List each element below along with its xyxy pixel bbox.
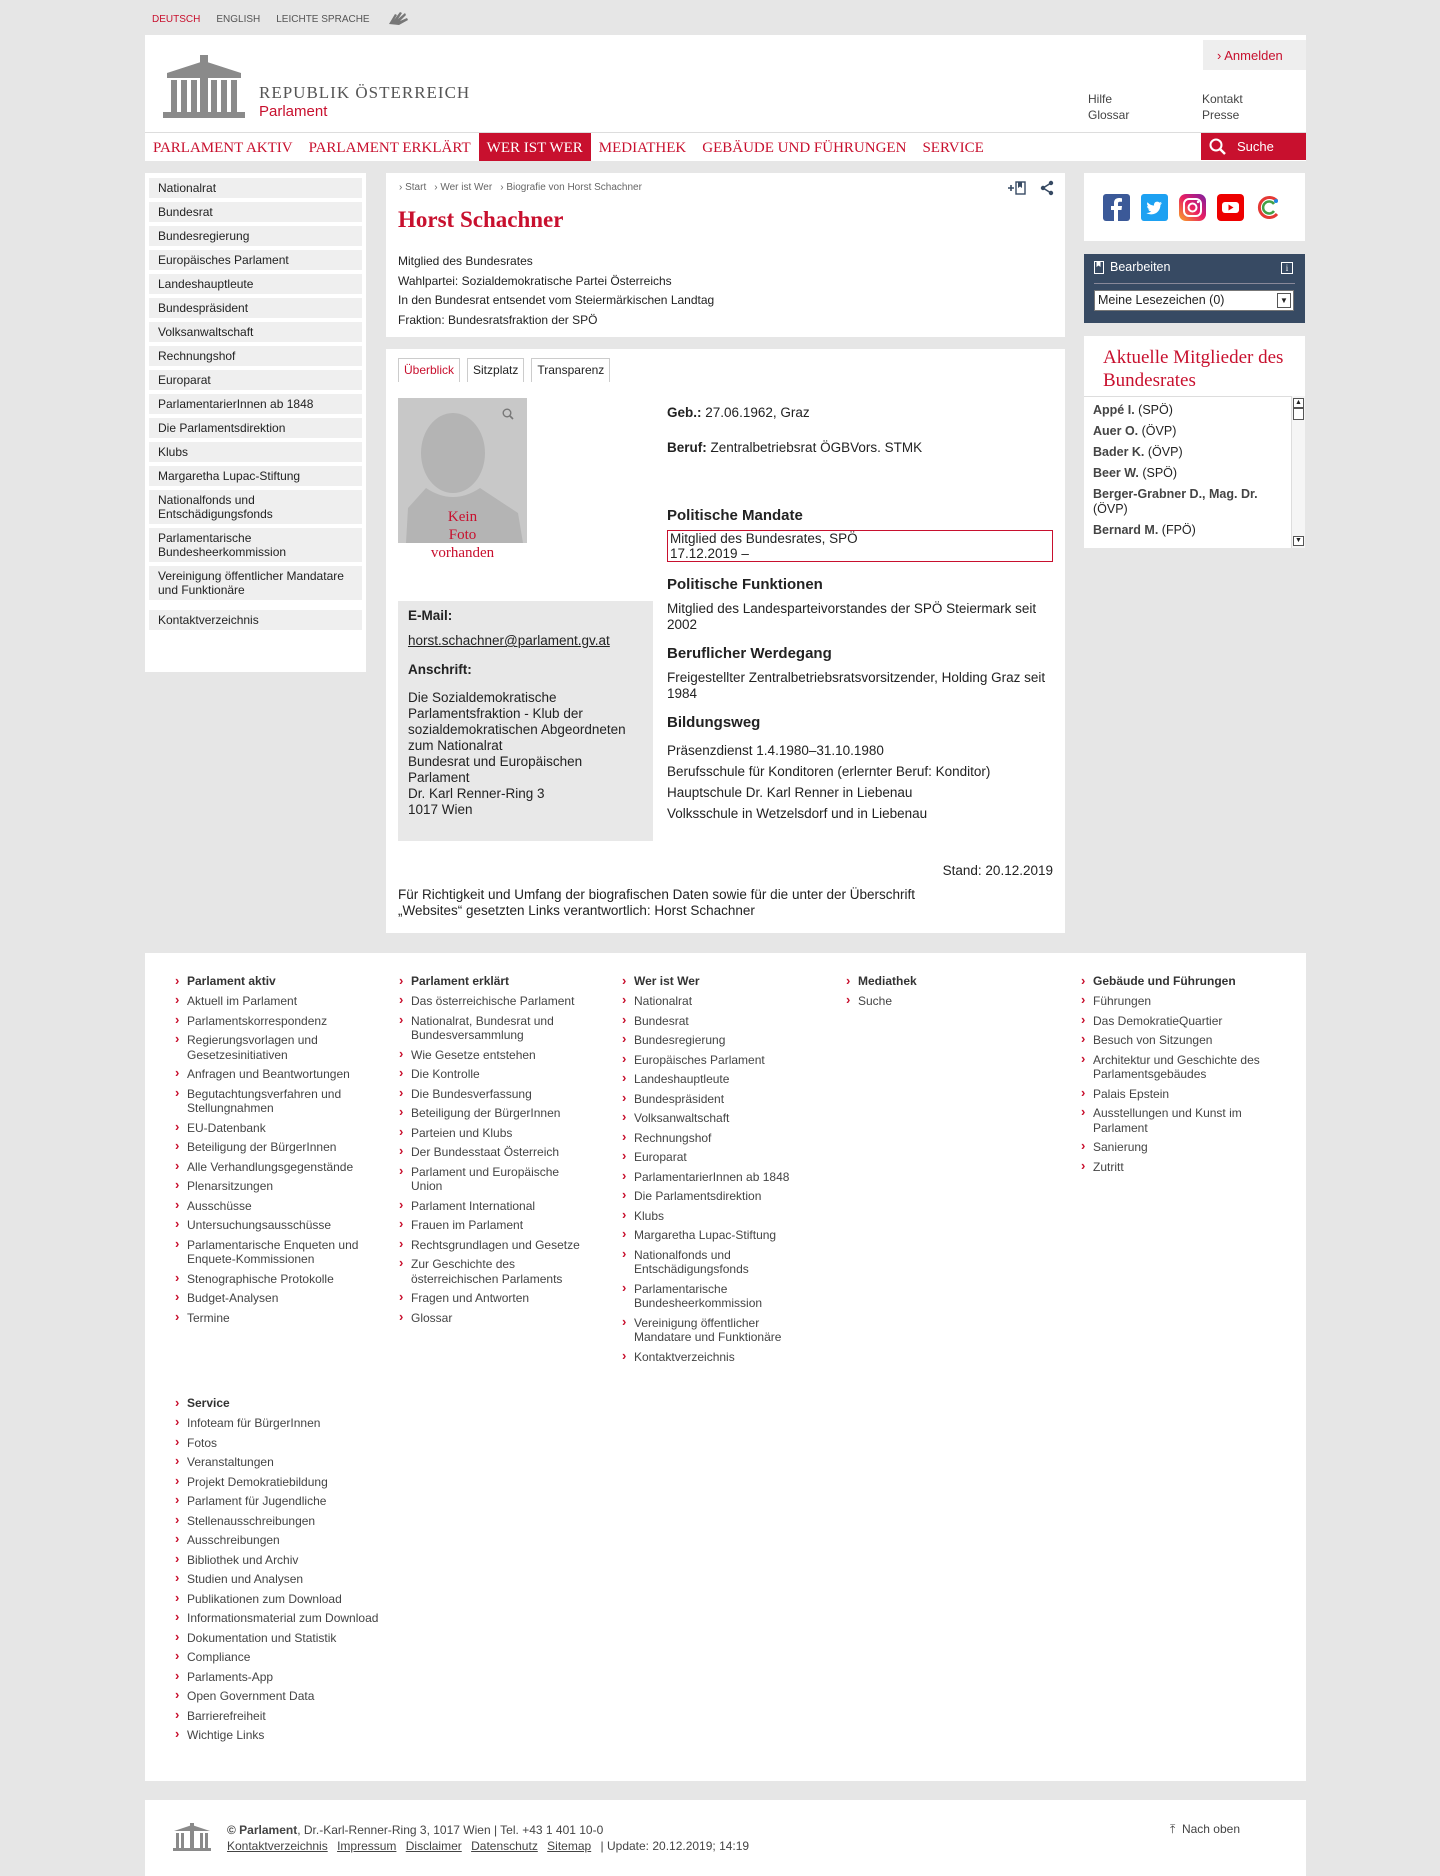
footer-link[interactable]: › Landeshauptleute <box>622 1072 812 1087</box>
glossary-link[interactable]: Glossar <box>1088 108 1130 122</box>
footer-heading[interactable]: › Wer ist Wer <box>622 974 812 988</box>
birth-info: Geb.: 27.06.1962, Graz <box>667 405 810 420</box>
parliament-logo-small-icon <box>171 1822 213 1852</box>
twitter-icon[interactable] <box>1141 194 1168 221</box>
footer-link[interactable]: › Budget-Analysen <box>175 1291 365 1306</box>
footer-link[interactable]: › Margaretha Lupac-Stiftung <box>622 1228 812 1243</box>
member-item[interactable]: Berger-Grabner D., Mag. Dr. (ÖVP) <box>1093 487 1258 516</box>
breadcrumb-wer-ist-wer[interactable]: › Wer ist Wer <box>434 182 492 193</box>
sidebar-item-lupac-stiftung[interactable]: Margaretha Lupac-Stiftung <box>149 466 362 486</box>
bookmark-panel <box>1084 254 1305 323</box>
breadcrumb-current: › Biografie von Horst Schachner <box>500 182 642 193</box>
brand-title: REPUBLIK ÖSTERREICH <box>259 83 471 102</box>
tab-transparenz[interactable]: Transparenz <box>531 358 610 382</box>
footer-link[interactable]: › Führungen <box>1081 994 1281 1009</box>
footer-link[interactable]: › Aktuell im Parlament <box>175 994 365 1009</box>
footer-link-datenschutz[interactable]: Datenschutz <box>471 1839 538 1853</box>
footer-link[interactable]: › Begutachtungsverfahren und Stellungnahmen <box>175 1087 365 1116</box>
footer-link[interactable]: › Frauen im Parlament <box>399 1218 589 1233</box>
sidebar-item-parlamentarier-1848[interactable]: ParlamentarierInnen ab 1848 <box>149 394 362 414</box>
footer-link[interactable]: › Ausschreibungen <box>175 1533 415 1548</box>
footer-link[interactable]: › Projekt Demokratiebildung <box>175 1475 415 1490</box>
bookmark-select[interactable]: Meine Lesezeichen (0) ▼ <box>1094 290 1294 311</box>
demokratiewebstatt-icon[interactable] <box>1255 194 1282 221</box>
back-to-top-link[interactable]: ⤒ Nach oben <box>1169 1822 1240 1836</box>
footer-link[interactable]: › Die Kontrolle <box>399 1067 589 1082</box>
chevron-down-icon: ▼ <box>1277 293 1291 308</box>
nav-parlament-erklaert[interactable]: PARLAMENT ERKLÄRT <box>308 140 471 156</box>
lang-deutsch[interactable]: DEUTSCH <box>152 14 201 25</box>
press-link[interactable]: Presse <box>1202 108 1240 122</box>
contact-box <box>398 601 653 841</box>
nav-mediathek[interactable]: MEDIATHEK <box>598 140 687 156</box>
footer-link[interactable]: › Fragen und Antworten <box>399 1291 589 1306</box>
footer-link[interactable]: › Infoteam für BürgerInnen <box>175 1416 415 1431</box>
education-item: Berufsschule für Konditoren (erlernter Beruf: Konditor) <box>667 764 991 779</box>
sidebar-item-bundespraesident[interactable]: Bundespräsident <box>149 298 362 318</box>
footer-heading[interactable]: › Parlament aktiv <box>175 974 365 988</box>
member-role: Mitglied des Bundesrates <box>398 254 533 268</box>
footer-link[interactable]: › Open Government Data <box>175 1689 415 1704</box>
utility-links <box>1088 92 1302 122</box>
member-item[interactable]: Bernard M. (FPÖ) <box>1093 523 1196 537</box>
footer-link[interactable]: › Parlamentarische Bundesheerkommission <box>622 1282 812 1311</box>
career-text: Freigestellter Zentralbetriebsratsvorsitzender, Holding Graz seit 1984 <box>667 670 1046 701</box>
footer-link[interactable]: › ParlamentarierInnen ab 1848 <box>622 1170 812 1185</box>
education-heading: Bildungsweg <box>667 714 761 731</box>
lang-english[interactable]: ENGLISH <box>216 14 261 25</box>
members-list <box>1084 396 1305 548</box>
site-header <box>145 35 1306 161</box>
footer-sitemap <box>145 953 1306 1781</box>
footer-link[interactable]: › Parlament und Europäische Union <box>399 1165 589 1194</box>
sidebar-item-landeshauptleute[interactable]: Landeshauptleute <box>149 274 362 294</box>
footer-link[interactable]: › Compliance <box>175 1650 415 1665</box>
footer-link-impressum[interactable]: Impressum <box>337 1839 397 1853</box>
footer-col-parlament-erklaert <box>399 974 589 1330</box>
help-link[interactable]: Hilfe <box>1088 92 1113 106</box>
bottom-bar <box>145 1800 1306 1876</box>
instagram-icon[interactable] <box>1179 194 1206 221</box>
sidebar-item-nationalfonds[interactable]: Nationalfonds und Entschädigungsfonds <box>149 490 362 524</box>
sidebar-navigation <box>145 173 366 672</box>
education-item: Präsenzdienst 1.4.1980–31.10.1980 <box>667 743 884 758</box>
footer-link[interactable]: › Veranstaltungen <box>175 1455 415 1470</box>
footer-link[interactable]: › Bibliothek und Archiv <box>175 1553 415 1568</box>
footer-link[interactable]: › Plenarsitzungen <box>175 1179 365 1194</box>
footer-link[interactable]: › Dokumentation und Statistik <box>175 1631 415 1646</box>
sidebar-item-vereinigung[interactable]: Vereinigung öffentlicher Mandatare und Funktionäre <box>149 566 362 600</box>
mandate-entry: Mitglied des Bundesrates, SPÖ 17.12.2019 – <box>667 530 1053 562</box>
page-title: Horst Schachner <box>398 207 564 232</box>
footer-link[interactable]: › Informationsmaterial zum Download <box>175 1611 415 1626</box>
footer-link-sitemap[interactable]: Sitemap <box>547 1839 592 1853</box>
footer-heading[interactable]: › Service <box>175 1396 415 1410</box>
footer-link[interactable]: › Rechnungshof <box>622 1131 812 1146</box>
footer-link[interactable]: › Untersuchungsausschüsse <box>175 1218 365 1233</box>
youtube-icon[interactable] <box>1217 194 1244 221</box>
footer-link[interactable]: › Zur Geschichte des österreichischen Parlaments <box>399 1257 589 1286</box>
delegated-by: In den Bundesrat entsendet vom Steiermärkischen Landtag <box>398 293 715 308</box>
fraction: Fraktion: Bundesratsfraktion der SPÖ <box>398 312 598 327</box>
functions-text: Mitglied des Landesparteivorstandes der SPÖ Steiermark seit 2002 <box>667 601 1037 632</box>
breadcrumb-start[interactable]: › Start <box>399 182 426 193</box>
members-scrollbar[interactable] <box>1291 396 1305 548</box>
footer-link[interactable]: › Die Bundesverfassung <box>399 1087 589 1102</box>
person-summary <box>398 252 714 330</box>
footer-link[interactable]: › Parlamentarische Enqueten und Enquete-Kommissionen <box>175 1238 365 1267</box>
footer-link[interactable]: › Publikationen zum Download <box>175 1592 415 1607</box>
sidebar-item-europarat[interactable]: Europarat <box>149 370 362 390</box>
footer-link[interactable]: › Bundesrat <box>622 1014 812 1029</box>
footer-link[interactable]: › Vereinigung öffentlicher Mandatare und Funktionäre <box>622 1316 812 1345</box>
mandates-heading: Politische Mandate <box>667 507 803 524</box>
nav-wer-ist-wer[interactable]: WER IST WER <box>479 133 591 161</box>
footer-link[interactable]: › Regierungsvorlagen und Gesetzesinitiativen <box>175 1033 365 1062</box>
email-link[interactable]: horst.schachner@parlament.gv.at <box>408 633 610 648</box>
footer-link[interactable]: › Das österreichische Parlament <box>399 994 589 1009</box>
footer-link[interactable]: › Studien und Analysen <box>175 1572 415 1587</box>
sidebar-item-bundesheerkommission[interactable]: Parlamentarische Bundesheerkommission <box>149 528 362 562</box>
footer-link-disclaimer[interactable]: Disclaimer <box>405 1839 462 1853</box>
footer-link[interactable]: › Zutritt <box>1081 1160 1281 1175</box>
email-label: E-Mail: <box>408 608 453 623</box>
copyright-text: © Parlament, Dr.-Karl-Renner-Ring 3, 1017 Wien | Tel. +43 1 401 10-0 Kontaktverzeichnis Impressum Disclaimer Datenschutz Sitemap | Update: 20.12.2019; 14:19 <box>227 1823 750 1853</box>
footer-link[interactable]: › Parlaments-App <box>175 1670 415 1685</box>
sidebar-item-parlamentsdirektion[interactable]: Die Parlamentsdirektion <box>149 418 362 438</box>
scroll-thumb[interactable] <box>1293 408 1304 420</box>
footer-link[interactable]: › Stenographische Protokolle <box>175 1272 365 1287</box>
footer-link[interactable]: › Glossar <box>399 1311 589 1326</box>
footer-link[interactable]: › Beteiligung der BürgerInnen <box>175 1140 365 1155</box>
footer-link[interactable]: › Bundespräsident <box>622 1092 812 1107</box>
biography-card <box>386 349 1065 933</box>
bookmark-icon <box>1094 261 1104 274</box>
footer-link[interactable]: › Kontaktverzeichnis <box>622 1350 812 1365</box>
footer-col-gebaeude <box>1081 974 1281 1179</box>
footer-link[interactable]: › Anfragen und Beantwortungen <box>175 1067 365 1082</box>
sign-language-icon[interactable] <box>386 10 410 26</box>
member-item[interactable]: Beer W. (SPÖ) <box>1093 466 1178 480</box>
sidebar-item-rechnungshof[interactable]: Rechnungshof <box>149 346 362 366</box>
last-updated: Stand: 20.12.2019 <box>942 863 1053 878</box>
page-tools <box>1007 180 1055 196</box>
footer-col-mediathek <box>846 974 1036 1014</box>
update-info: | Update: 20.12.2019; 14:19 <box>600 1839 750 1853</box>
search-icon <box>1209 138 1227 156</box>
footer-link-kontaktverzeichnis[interactable]: Kontaktverzeichnis <box>227 1839 328 1853</box>
arrow-up-icon: ⤒ <box>1169 1822 1176 1836</box>
disclaimer-text: Für Richtigkeit und Umfang der biografischen Daten sowie für die unter der Überschrift „Websites“ gesetzten Links verantwortlich: Horst Schachner <box>398 887 915 918</box>
footer-link[interactable]: › Das DemokratieQuartier <box>1081 1014 1281 1029</box>
footer-link[interactable]: › Parlament für Jugendliche <box>175 1494 415 1509</box>
footer-link[interactable]: › Nationalrat <box>622 994 812 1009</box>
footer-link[interactable]: › Europarat <box>622 1150 812 1165</box>
tab-ueberblick[interactable]: Überblick <box>398 358 460 382</box>
footer-link[interactable]: › Bundesregierung <box>622 1033 812 1048</box>
footer-link[interactable]: › Beteiligung der BürgerInnen <box>399 1106 589 1121</box>
footer-link[interactable]: › Suche <box>846 994 1036 1009</box>
sidebar-item-nationalrat[interactable]: Nationalrat <box>149 178 362 198</box>
education-item: Hauptschule Dr. Karl Renner in Liebenau <box>667 785 913 800</box>
footer-link[interactable]: › Der Bundesstaat Österreich <box>399 1145 589 1160</box>
info-icon[interactable]: i <box>1281 262 1293 274</box>
contact-link[interactable]: Kontakt <box>1202 92 1243 106</box>
footer-link[interactable]: › Architektur und Geschichte des Parlamentsgebäudes <box>1081 1053 1281 1082</box>
member-item[interactable]: Bader K. (ÖVP) <box>1093 445 1183 459</box>
sidebar-item-kontaktverzeichnis[interactable]: Kontaktverzeichnis <box>149 610 362 630</box>
footer-link[interactable]: › Stellenausschreibungen <box>175 1514 415 1529</box>
sidebar-item-volksanwaltschaft[interactable]: Volksanwaltschaft <box>149 322 362 342</box>
footer-link[interactable]: › EU-Datenbank <box>175 1121 365 1136</box>
election-party: Wahlpartei: Sozialdemokratische Partei Österreichs <box>398 273 672 288</box>
breadcrumb <box>399 182 642 193</box>
divider <box>1094 283 1295 284</box>
sidebar-item-klubs[interactable]: Klubs <box>149 442 362 462</box>
current-members-panel <box>1084 336 1305 548</box>
members-heading: Aktuelle Mitglieder des Bundesrates <box>1103 347 1284 391</box>
address-text: Die Sozialdemokratische Parlamentsfraktion - Klub der sozialdemokratischen Abgeordneten zum Nationalrat Bundesrat und Europäischen Parlament Dr. Karl Renner-Ring 3 1017 Wien <box>408 690 626 817</box>
footer-heading[interactable]: › Parlament erklärt <box>399 974 589 988</box>
education-item: Volksschule in Wetzelsdorf und in Liebenau <box>667 806 928 821</box>
nav-service[interactable]: SERVICE <box>922 140 984 156</box>
tab-sitzplatz[interactable]: Sitzplatz <box>467 358 524 382</box>
scroll-down-icon[interactable]: ▼ <box>1293 536 1304 546</box>
footer-link[interactable]: › Nationalrat, Bundesrat und Bundesversammlung <box>399 1014 589 1043</box>
nav-gebaeude[interactable]: GEBÄUDE UND FÜHRUNGEN <box>702 140 907 156</box>
footer-link[interactable]: › Klubs <box>622 1209 812 1224</box>
profile-header <box>386 173 1065 337</box>
footer-link[interactable]: › Ausschüsse <box>175 1199 365 1214</box>
member-item[interactable]: Auer O. (ÖVP) <box>1093 424 1177 438</box>
sidebar-item-eu-parlament[interactable]: Europäisches Parlament <box>149 250 362 270</box>
social-links <box>1084 173 1305 241</box>
address-label: Anschrift: <box>408 662 472 677</box>
footer-heading[interactable]: › Gebäude und Führungen <box>1081 974 1281 988</box>
share-icon[interactable] <box>1039 180 1055 196</box>
footer-link[interactable]: › Termine <box>175 1311 365 1326</box>
login-button[interactable]: › Anmelden <box>1203 40 1306 70</box>
career-heading: Beruflicher Werdegang <box>667 645 832 662</box>
member-item[interactable]: Appé I. (SPÖ) <box>1093 403 1173 417</box>
sidebar-item-bundesregierung[interactable]: Bundesregierung <box>149 226 362 246</box>
education-list <box>667 740 1053 824</box>
brand-subtitle: Parlament <box>259 103 328 120</box>
tab-bar <box>398 358 610 382</box>
footer-link[interactable]: › Sanierung <box>1081 1140 1281 1155</box>
footer-link[interactable]: › Volksanwaltschaft <box>622 1111 812 1126</box>
zoom-icon[interactable] <box>502 408 514 420</box>
main-navigation <box>145 132 1306 160</box>
biography-details <box>667 405 1053 824</box>
footer-link[interactable]: › Palais Epstein <box>1081 1087 1281 1102</box>
scroll-up-icon[interactable]: ▲ <box>1293 398 1304 408</box>
sidebar-item-bundesrat[interactable]: Bundesrat <box>149 202 362 222</box>
footer-link[interactable]: › Ausstellungen und Kunst im Parlament <box>1081 1106 1281 1135</box>
footer-col-service <box>175 1396 415 1748</box>
footer-col-wer-ist-wer <box>622 974 812 1369</box>
footer-link[interactable]: › Wichtige Links <box>175 1728 415 1743</box>
search-button[interactable]: Suche <box>1201 133 1306 160</box>
language-bar <box>152 14 410 26</box>
footer-link[interactable]: › Barrierefreiheit <box>175 1709 415 1724</box>
footer-link[interactable]: › Europäisches Parlament <box>622 1053 812 1068</box>
lang-leichte-sprache[interactable]: LEICHTE SPRACHE <box>276 14 370 25</box>
footer-link[interactable]: › Nationalfonds und Entschädigungsfonds <box>622 1248 812 1277</box>
footer-link[interactable]: › Besuch von Sitzungen <box>1081 1033 1281 1048</box>
footer-link[interactable]: › Parlamentskorrespondenz <box>175 1014 365 1029</box>
nav-parlament-aktiv[interactable]: PARLAMENT AKTIV <box>153 140 293 156</box>
footer-col-parlament-aktiv <box>175 974 365 1330</box>
profession-info: Beruf: Zentralbetriebsrat ÖGBVors. STMK <box>667 440 923 455</box>
bookmark-header[interactable]: Bearbeiten <box>1094 260 1170 274</box>
footer-link[interactable]: › Wie Gesetze entstehen <box>399 1048 589 1063</box>
facebook-icon[interactable] <box>1103 194 1130 221</box>
add-bookmark-icon[interactable] <box>1007 180 1027 196</box>
footer-link[interactable]: › Alle Verhandlungsgegenstände <box>175 1160 365 1175</box>
footer-link[interactable]: › Rechtsgrundlagen und Gesetze <box>399 1238 589 1253</box>
footer-link[interactable]: › Parlament International <box>399 1199 589 1214</box>
functions-heading: Politische Funktionen <box>667 576 823 593</box>
no-photo-text: Kein Foto vorhanden <box>430 509 495 561</box>
parliament-logo-icon[interactable] <box>159 53 249 119</box>
footer-link[interactable]: › Fotos <box>175 1436 415 1451</box>
footer-heading[interactable]: › Mediathek <box>846 974 1036 988</box>
footer-link[interactable]: › Die Parlamentsdirektion <box>622 1189 812 1204</box>
footer-link[interactable]: › Parteien und Klubs <box>399 1126 589 1141</box>
